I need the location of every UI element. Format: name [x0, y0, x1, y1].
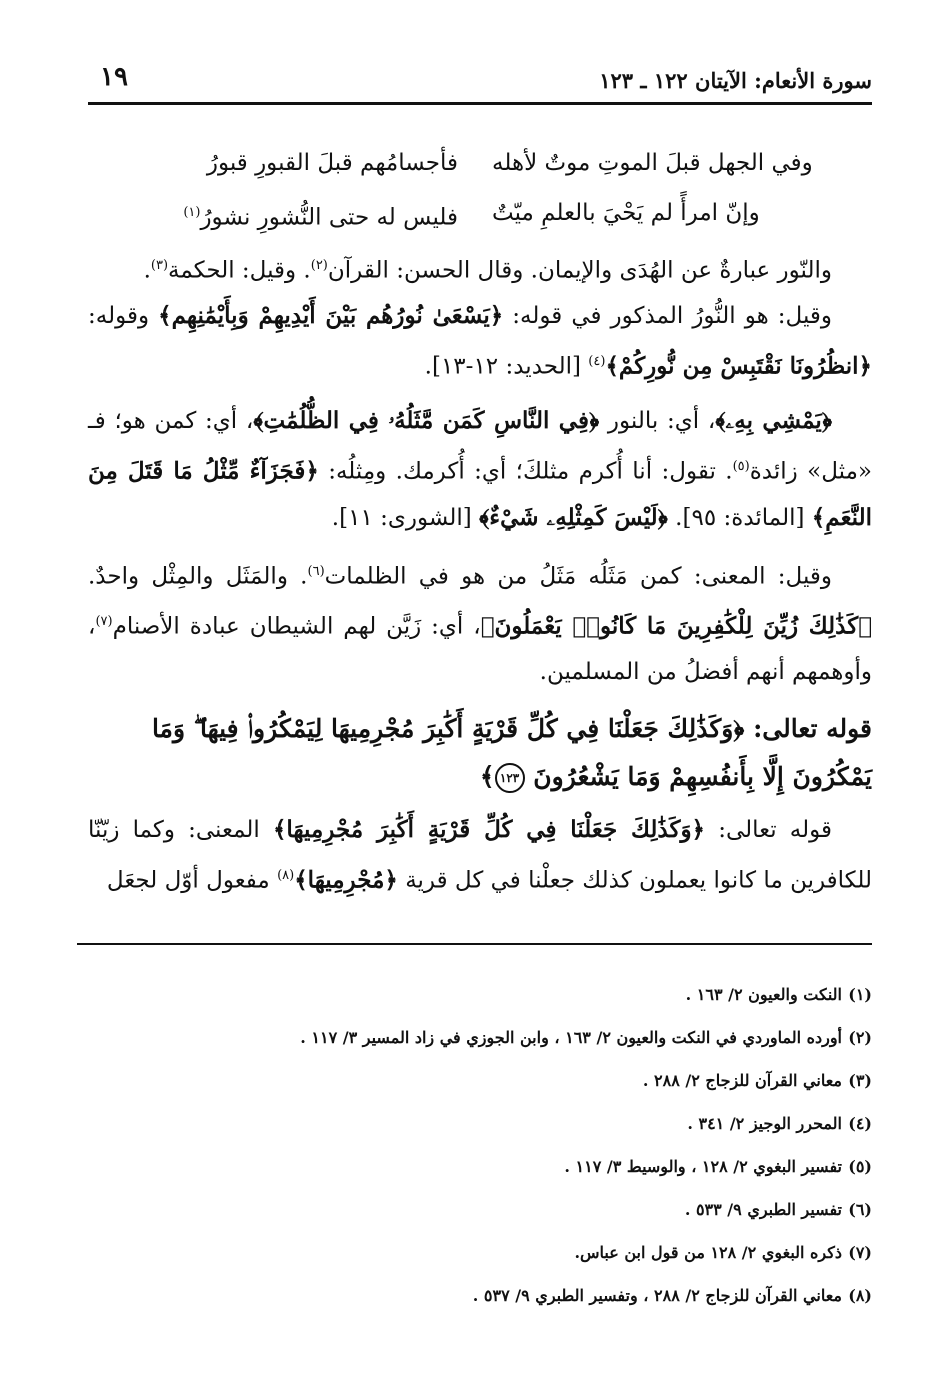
- text-run: .: [143, 257, 151, 284]
- ayah-number-marker: ١٢٣: [495, 763, 525, 793]
- poem-hemistich-first: وفي الجهل قبلَ الموتِ موتٌ لأهله: [492, 150, 813, 176]
- text-run: [الشورى: ١١].: [331, 504, 480, 531]
- paragraph-1: [88, 243, 872, 294]
- footnote-item: [88, 982, 872, 1025]
- footnote-ref: (٨): [277, 867, 295, 883]
- poem-line-2: [88, 188, 872, 243]
- text-run: [الحديد: ١٢-١٣].: [424, 353, 589, 380]
- quran-quote: ﴿يَسْعَىٰ نُورُهُم بَيْنَ أَيْدِيهِمْ وَبِأَيْمَٰنِهِم﴾: [158, 302, 504, 330]
- text-run: ، أي: بالنور: [599, 407, 716, 434]
- footnote-number: (٥): [848, 1157, 872, 1176]
- text-run: [المائدة: ٩٥].: [667, 504, 812, 531]
- quran-quote: ﴿وَكَذَٰلِكَ جَعَلْنَا فِي كُلِّ قَرْيَةٍ أَكَٰبِرَ مُجْرِمِيهَا﴾: [272, 815, 706, 843]
- footnote-item: [88, 1283, 872, 1326]
- page-number: ١٩: [100, 62, 128, 92]
- footnote-item: [88, 1154, 872, 1197]
- footnote-text: المحرر الوجيز ٢/ ٣٤١ .: [687, 1114, 842, 1133]
- footnote-number: (٦): [848, 1200, 872, 1219]
- text-run: وقيل: هو النُّورُ المذكور في قوله:: [503, 303, 832, 330]
- quran-quote: ﴿لَيْسَ كَمِثْلِهِۦ شَيْءٌ﴾: [479, 503, 668, 531]
- text-run: وقيل: المعنى: كمن مَثَلُه مَثَلُ من هو في الظلمات: [324, 563, 833, 590]
- footnote-number: (٨): [848, 1286, 872, 1305]
- footnote-text: معاني القرآن للزجاج ٢/ ٢٨٨ .: [642, 1071, 842, 1090]
- footnote-item: [88, 1068, 872, 1111]
- footnote-ref: (٣): [150, 257, 169, 273]
- text-run: المعنى: وكما زيّنّا للكافرين ما كانوا يعملون كذلك جعلْنا في كل قرية: [88, 816, 872, 894]
- footnote-item: [88, 1197, 872, 1240]
- quran-quote: ﴿كَذَٰلِكَ زُيِّنَ لِلْكَٰفِرِينَ مَا كَانُوا۟ يَعْمَلُونَ﴾: [480, 612, 872, 640]
- footnote-number: (٤): [848, 1114, 872, 1133]
- footnote-text: ذكره البغوي ٢/ ١٢٨ من قول ابن عباس.: [574, 1243, 842, 1262]
- quran-quote: ﴿يَمْشِي بِهِۦ﴾: [715, 406, 833, 434]
- footnote-number: (٣): [848, 1071, 872, 1090]
- text-run: . والمَثَل والمِثْل واحدٌ.: [88, 563, 308, 590]
- paragraph-5: [88, 807, 872, 904]
- text-run: قوله تعالى:: [705, 816, 833, 843]
- poem-text: فليس له حتى النُّشورِ نشورُ: [200, 204, 458, 231]
- text-run: . وقيل: الحكمة: [168, 257, 311, 284]
- text-run: مفعول أوّل لجعَل: [106, 867, 278, 894]
- footnote-text: تفسير البغوي ٢/ ١٢٨ ، والوسيط ٣/ ١١٧ .: [564, 1157, 842, 1176]
- paragraph-4: [88, 549, 872, 695]
- footnote-separator: [77, 943, 872, 945]
- footnote-ref: (٤): [588, 354, 606, 370]
- quran-quote: ﴿انظُرُونَا نَقْتَبِسْ مِن نُّورِكُمْ﴾: [605, 352, 872, 380]
- text-run: ، وأوهمهم أنهم أفضلُ من المسلمين.: [88, 613, 872, 685]
- footnote-text: أورده الماوردي في النكت والعيون ٢/ ١٦٣ ، وابن الجوزي في زاد المسير ٣/ ١١٧ .: [300, 1028, 842, 1047]
- text-run: ، أي: كمن هو؛ فـ «مثل» زائدة: [88, 407, 872, 485]
- footnote-number: (١): [848, 985, 872, 1004]
- footnote-text: معاني القرآن للزجاج ٢/ ٢٨٨ ، وتفسير الطبري ٩/ ٥٣٧ .: [472, 1286, 842, 1305]
- ayah-lead: قوله تعالى:: [744, 713, 872, 743]
- footnote-ref: (٧): [95, 614, 113, 630]
- footnote-number: (٢): [848, 1028, 872, 1047]
- poem-hemistich-second: فأجسامُهم قبلَ القبورِ قبورُ: [206, 150, 458, 176]
- quran-quote: ﴿فِي النَّاسِ كَمَن مَّثَلُهُۥ فِي الظُّلُمَٰتِ﴾: [253, 406, 600, 434]
- footnote-ref: (٢): [310, 257, 328, 273]
- footnote-text: النكت والعيون ٢/ ١٦٣ .: [685, 985, 842, 1004]
- paragraph-3: [88, 398, 872, 541]
- poem-line-1: [88, 138, 872, 188]
- text-run: والنّور عبارةٌ عن الهُدَى والإيمان. وقال الحسن: القرآن: [327, 257, 832, 284]
- poem-hemistich-second: [88, 188, 458, 243]
- main-text: [88, 138, 872, 904]
- ayah-text: ﴿وَكَذَٰلِكَ جَعَلْنَا فِي كُلِّ قَرْيَةٍ أَكَٰبِرَ مُجْرِمِيهَا لِيَمْكُرُوا۟ فِيهَا ۖ وَمَا يَمْكُرُونَ إِلَّا بِأَنفُسِهِمْ وَمَا يَشْعُرُونَ: [151, 713, 872, 791]
- surah-title: سورة الأنعام: الآيتان ١٢٢ ـ ١٢٣: [599, 68, 872, 93]
- ayah-close-bracket: ﴾: [479, 761, 495, 791]
- text-run: ، أي: زَيَّن لهم الشيطان عبادة الأصنام: [112, 613, 481, 640]
- text-run: وقوله:: [88, 303, 159, 330]
- paragraph-2: [88, 293, 872, 390]
- text-run: . تقول: أنا أُكرم مثلكَ؛ أي: أُكرمك. ومِثلُه:: [318, 458, 733, 485]
- footnote-item: [88, 1025, 872, 1068]
- footnote-ref: (٥): [732, 458, 750, 474]
- poem-hemistich-first: وإنّ امرأً لم يَحْيَ بالعلمِ ميّتٌ: [492, 200, 760, 226]
- footnote-item: [88, 1240, 872, 1283]
- ayah-heading: [88, 705, 872, 801]
- footnote-ref: (١): [183, 205, 201, 220]
- footnote-number: (٧): [848, 1243, 872, 1262]
- footnote-item: [88, 1111, 872, 1154]
- footnote-ref: (٦): [307, 563, 325, 579]
- quran-quote: ﴿فَجَزَآءٌ مِّثْلُ مَا قَتَلَ مِنَ النَّعَمِ﴾: [88, 457, 872, 531]
- footnote-text: تفسير الطبري ٩/ ٥٣٣ .: [684, 1200, 842, 1219]
- quran-quote: ﴿مُجْرِمِيهَا﴾: [294, 866, 398, 894]
- footnotes: [88, 982, 872, 1326]
- running-header: [88, 62, 872, 105]
